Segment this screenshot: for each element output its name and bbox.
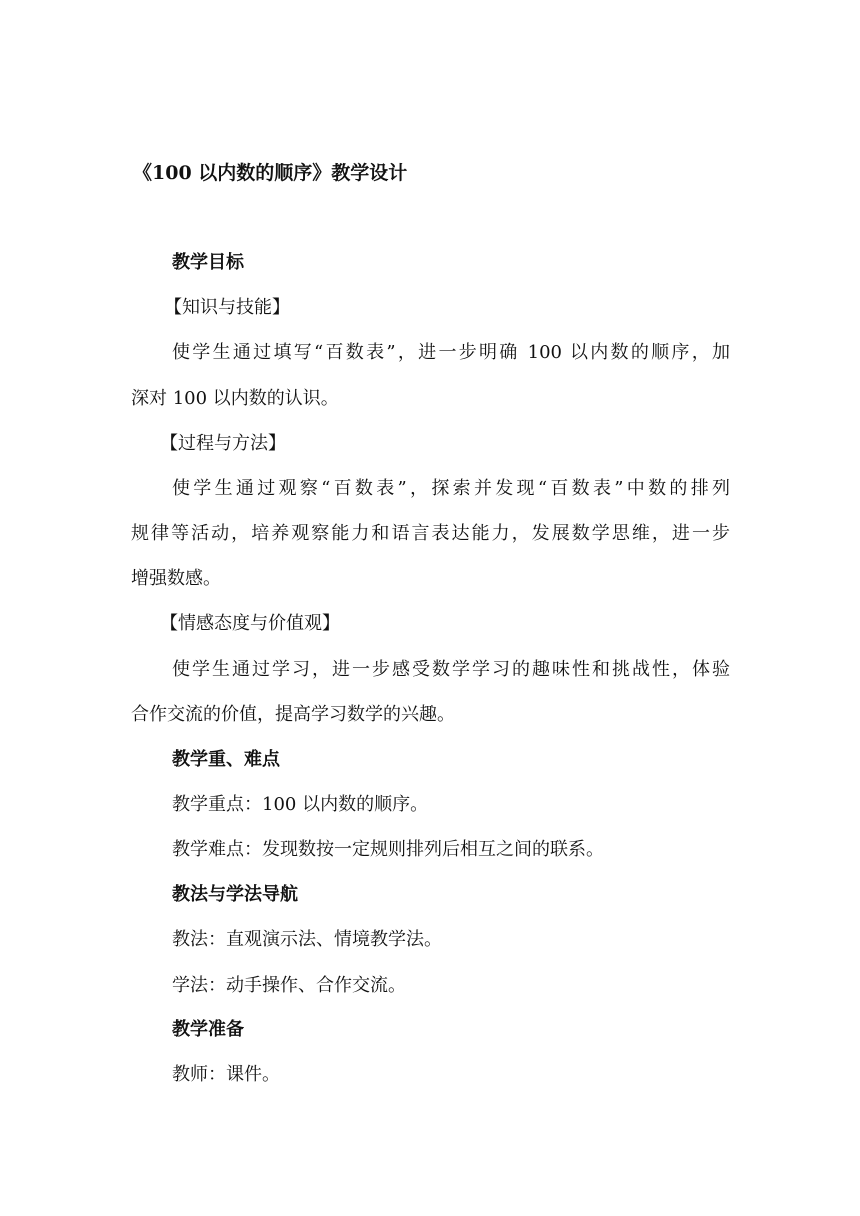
document-title: 《100 以内数的顺序》教学设计 [133,162,408,184]
label-process-methods: 【过程与方法】 [160,433,286,454]
paragraph-process-line-1: 使学生通过观察“百数表”，探索并发现“百数表”中数的排列 [172,478,730,499]
paragraph-knowledge-line-1: 使学生通过填写“百数表”，进一步明确 100 以内数的顺序，加 [172,342,730,363]
heading-preparation: 教学准备 [172,1019,244,1040]
paragraph-process-line-2: 规律等活动，培养观察能力和语言表达能力，发展数学思维，进一步 [131,523,730,544]
heading-key-points: 教学重、难点 [172,749,280,770]
text-teaching-method: 教法：直观演示法、情境教学法。 [172,929,442,950]
label-emotion-values: 【情感态度与价值观】 [160,613,340,634]
text-teaching-difficulty: 教学难点：发现数按一定规则排列后相互之间的联系。 [172,839,604,860]
text-teaching-focus: 教学重点：100 以内数的顺序。 [172,794,429,815]
heading-objectives: 教学目标 [172,252,244,273]
paragraph-emotion-line-1: 使学生通过学习，进一步感受数学学习的趣味性和挑战性，体验 [172,659,730,680]
label-knowledge-skills: 【知识与技能】 [164,297,290,318]
paragraph-process-line-3: 增强数感。 [131,568,221,589]
heading-methods: 教法与学法导航 [172,884,298,905]
paragraph-knowledge-line-2: 深对 100 以内数的认识。 [131,388,339,409]
text-teacher-preparation: 教师：课件。 [172,1064,280,1085]
text-learning-method: 学法：动手操作、合作交流。 [172,975,406,996]
paragraph-emotion-line-2: 合作交流的价值，提高学习数学的兴趣。 [131,704,455,725]
